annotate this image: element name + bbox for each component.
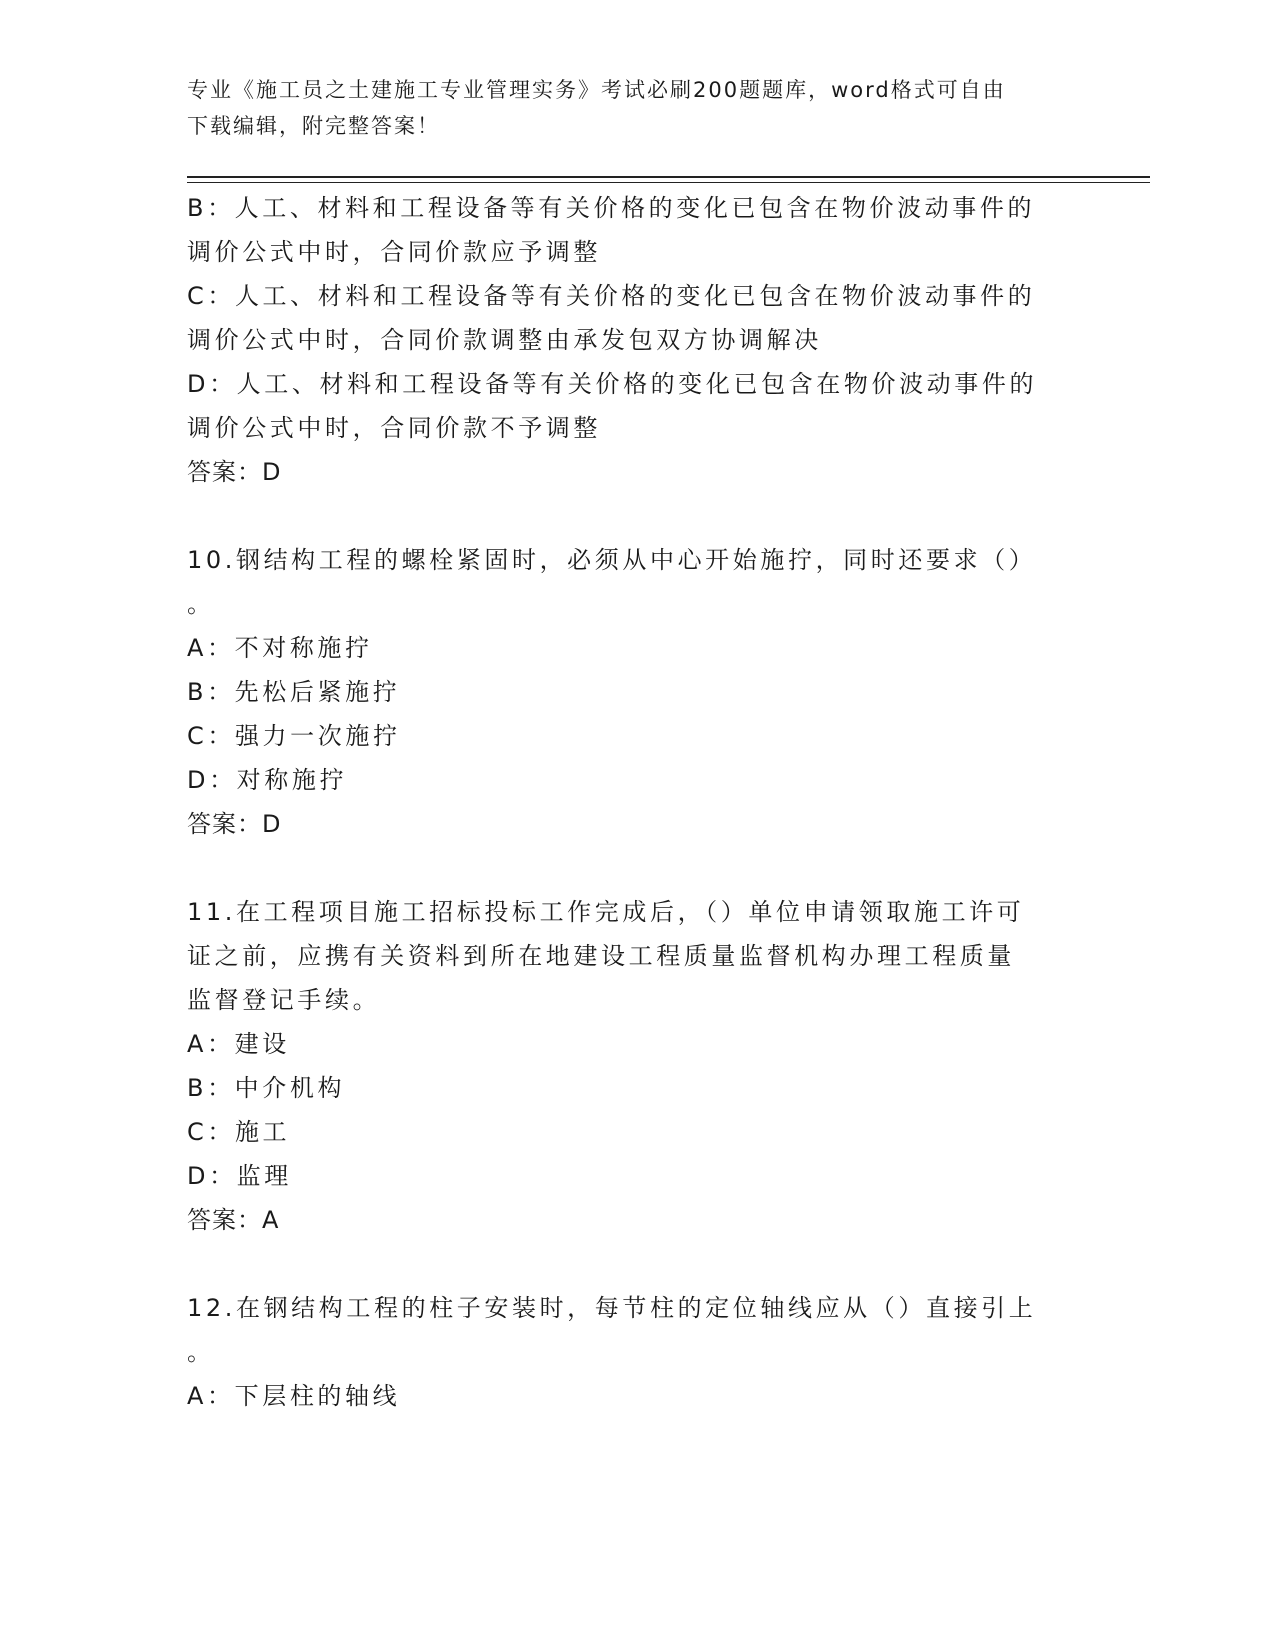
- q11-stem-line-1: 11.在工程项目施工招标投标工作完成后，（）单位申请领取施工许可: [187, 898, 1025, 926]
- q9-option-b-line-1: B：人工、材料和工程设备等有关价格的变化已包含在物价波动事件的: [187, 194, 1036, 222]
- q9-option-c-line-1: C：人工、材料和工程设备等有关价格的变化已包含在物价波动事件的: [187, 282, 1036, 310]
- document-header: [187, 72, 1067, 144]
- header-line-2: 下载编辑，附完整答案！: [187, 114, 440, 138]
- q9-option-d-line-1: D：人工、材料和工程设备等有关价格的变化已包含在物价波动事件的: [187, 370, 1038, 398]
- q12-option-a: A：下层柱的轴线: [187, 1382, 401, 1410]
- q11-option-d: D：监理: [187, 1162, 292, 1190]
- q11-option-c: C：施工: [187, 1118, 291, 1146]
- q12-stem-line-2: 。: [187, 1338, 215, 1366]
- q11-answer: 答案：A: [187, 1206, 280, 1234]
- q9-option-c-line-2: 调价公式中时，合同价款调整由承发包双方协调解决: [187, 326, 822, 354]
- q10-answer: 答案：D: [187, 810, 282, 838]
- q10-option-c: C：强力一次施拧: [187, 722, 401, 750]
- q10-option-b: B：先松后紧施拧: [187, 678, 401, 706]
- header-rule-thick: [187, 176, 1150, 178]
- header-line-1: 专业《施工员之土建施工专业管理实务》考试必刷200题题库，word格式可自由: [187, 78, 1006, 102]
- q10-stem-line-2: 。: [187, 590, 215, 618]
- q9-answer: 答案：D: [187, 458, 282, 486]
- q12-stem-line-1: 12.在钢结构工程的柱子安装时，每节柱的定位轴线应从（）直接引上: [187, 1294, 1037, 1322]
- q11-stem-line-3: 监督登记手续。: [187, 986, 381, 1014]
- q11-option-b: B：中介机构: [187, 1074, 346, 1102]
- q9-option-d-line-2: 调价公式中时，合同价款不予调整: [187, 414, 601, 442]
- q10-option-d: D：对称施拧: [187, 766, 348, 794]
- header-rule-thin: [187, 182, 1150, 183]
- q11-option-a: A：建设: [187, 1030, 290, 1058]
- q10-option-a: A：不对称施拧: [187, 634, 373, 662]
- q9-option-b-line-2: 调价公式中时，合同价款应予调整: [187, 238, 601, 266]
- q11-stem-line-2: 证之前，应携有关资料到所在地建设工程质量监督机构办理工程质量: [187, 942, 1015, 970]
- q10-stem-line-1: 10.钢结构工程的螺栓紧固时，必须从中心开始施拧，同时还要求（）: [187, 546, 1037, 574]
